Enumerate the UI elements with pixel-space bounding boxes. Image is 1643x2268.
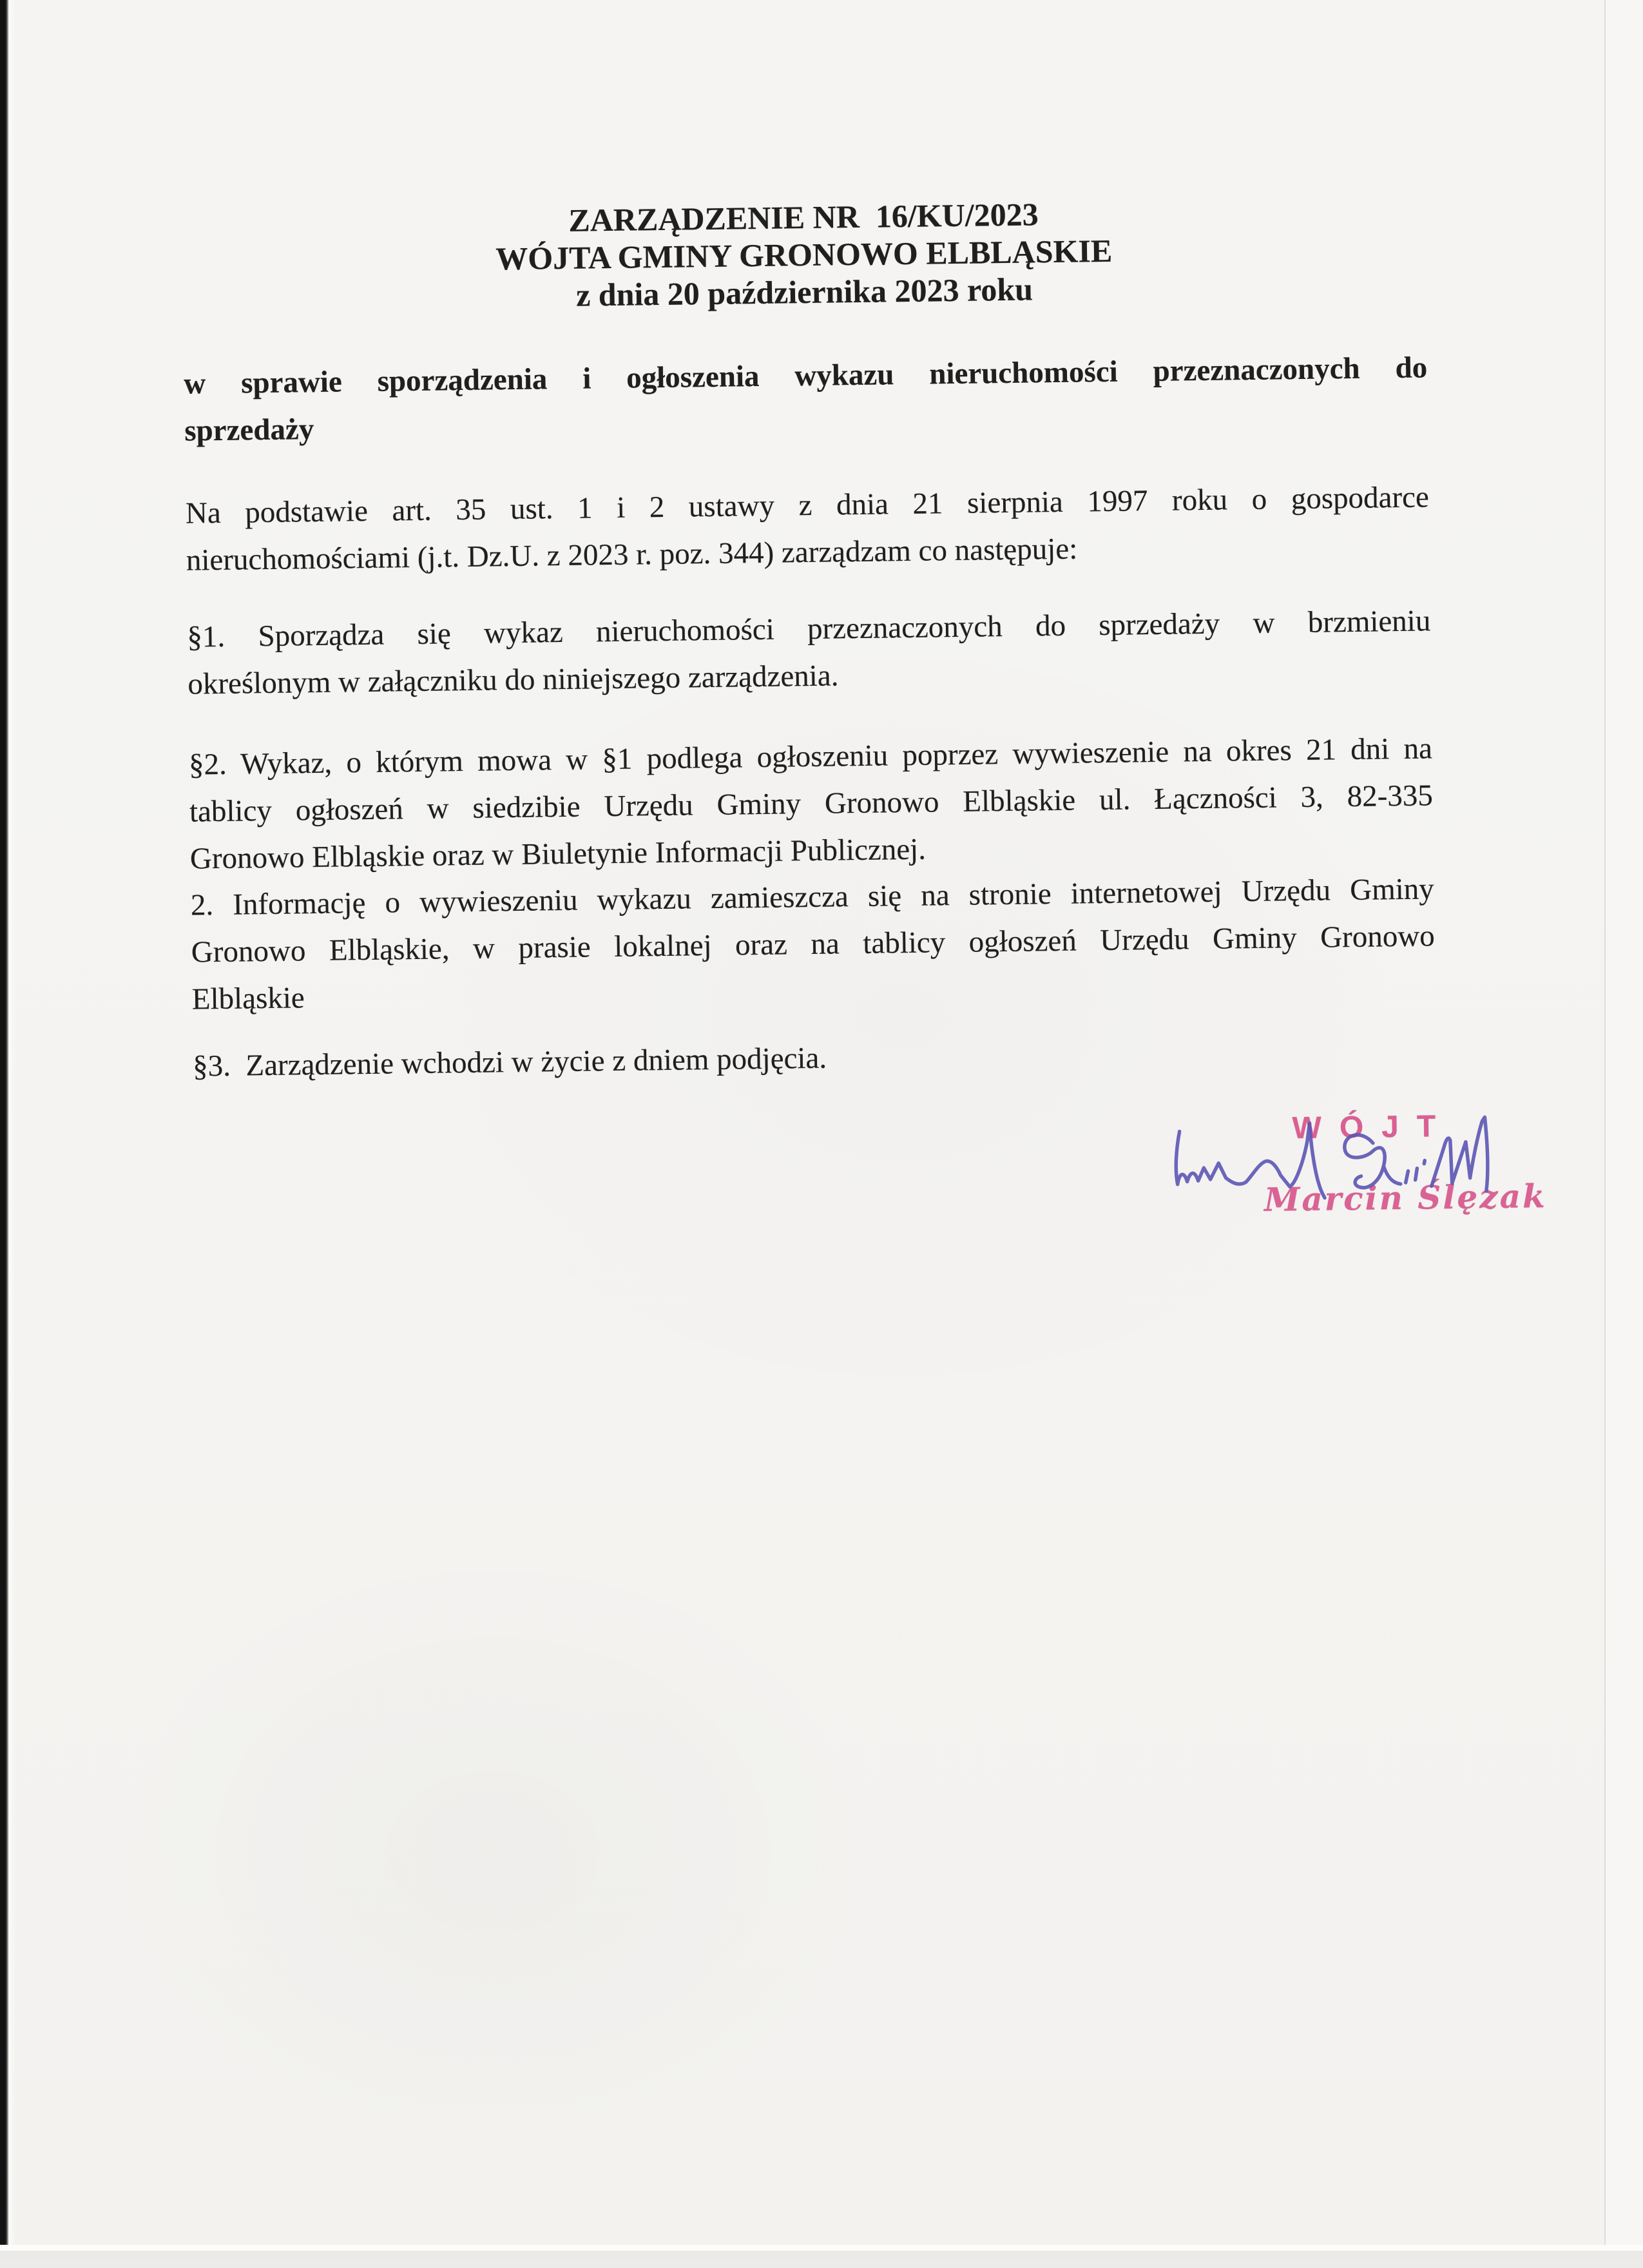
paragraph-line: Elbląskie — [191, 981, 305, 1016]
scanner-edge-right-area — [1606, 0, 1643, 2260]
scanner-edge-left-strip — [0, 0, 8, 2260]
paragraph-line: §2. Wykaz, o którym mowa w §1 podlega ogłoszeniu poprzez wywieszenie na okres 21 dni na — [188, 732, 1433, 782]
paragraph-line: Gronowo Elbląskie oraz w Biuletynie Informacji Publicznej. — [189, 832, 927, 876]
signature-area — [1160, 1107, 1548, 1228]
document-content — [179, 0, 1548, 2268]
document-title — [182, 190, 1427, 318]
legal-basis-paragraph — [185, 474, 1430, 584]
scanner-edge-right-line — [1604, 0, 1606, 2260]
subject-line: sprzedaży — [184, 412, 314, 448]
section-2-point-2-paragraph — [190, 866, 1436, 1023]
paragraph-line: Gronowo Elbląskie, w prasie lokalnej oraz na tablicy ogłoszeń Urzędu Gminy Gronowo — [191, 919, 1436, 969]
paragraph-line: 2. Informację o wywieszeniu wykazu zamieszcza się na stronie internetowej Urzędu Gminy — [190, 872, 1435, 922]
scanner-edge-bottom-strip — [0, 2245, 1643, 2260]
title-line-number: ZARZĄDZENIE NR 16/KU/2023 — [568, 196, 1039, 238]
paragraph-line: określonym w załączniku do niniejszego zarządzenia. — [187, 659, 839, 701]
paragraph-line: tablicy ogłoszeń w siedzibie Urzędu Gminy Gronowo Elbląskie ul. Łączności 3, 82-335 — [189, 779, 1434, 829]
paragraph-line: Na podstawie art. 35 ust. 1 i 2 ustawy z dnia 21 sierpnia 1997 roku o gospodarce — [185, 480, 1430, 530]
scanner-edge-left-sliver — [8, 0, 16, 2260]
section-2-paragraph — [189, 725, 1434, 882]
subject-paragraph — [184, 344, 1428, 454]
paragraph-line: §1. Sporządza się wykaz nieruchomości przeznaczonych do sprzedaży w brzmieniu — [187, 604, 1431, 654]
mayor-stamp-title: WÓJT — [1292, 1109, 1454, 1146]
subject-line: w sprawie sporządzenia i ogłoszenia wykazu nieruchomości przeznaczonych do — [183, 351, 1428, 401]
mayor-stamp-name: Marcin Ślęzak — [1263, 1177, 1548, 1219]
title-line-date: z dnia 20 października 2023 roku — [575, 271, 1033, 313]
paragraph-line: nieruchomościami (j.t. Dz.U. z 2023 r. poz. 344) zarządzam co następuje: — [186, 532, 1078, 577]
title-line-issuer: WÓJTA GMINY GRONOWO ELBLĄSKIE — [495, 232, 1113, 277]
section-3-paragraph — [193, 1027, 1437, 1090]
section-1-paragraph — [187, 597, 1432, 708]
handwritten-signature-icon — [1160, 1108, 1522, 1228]
paragraph-line: §3. Zarządzenie wchodzi w życie z dniem podjęcia. — [192, 1041, 827, 1083]
